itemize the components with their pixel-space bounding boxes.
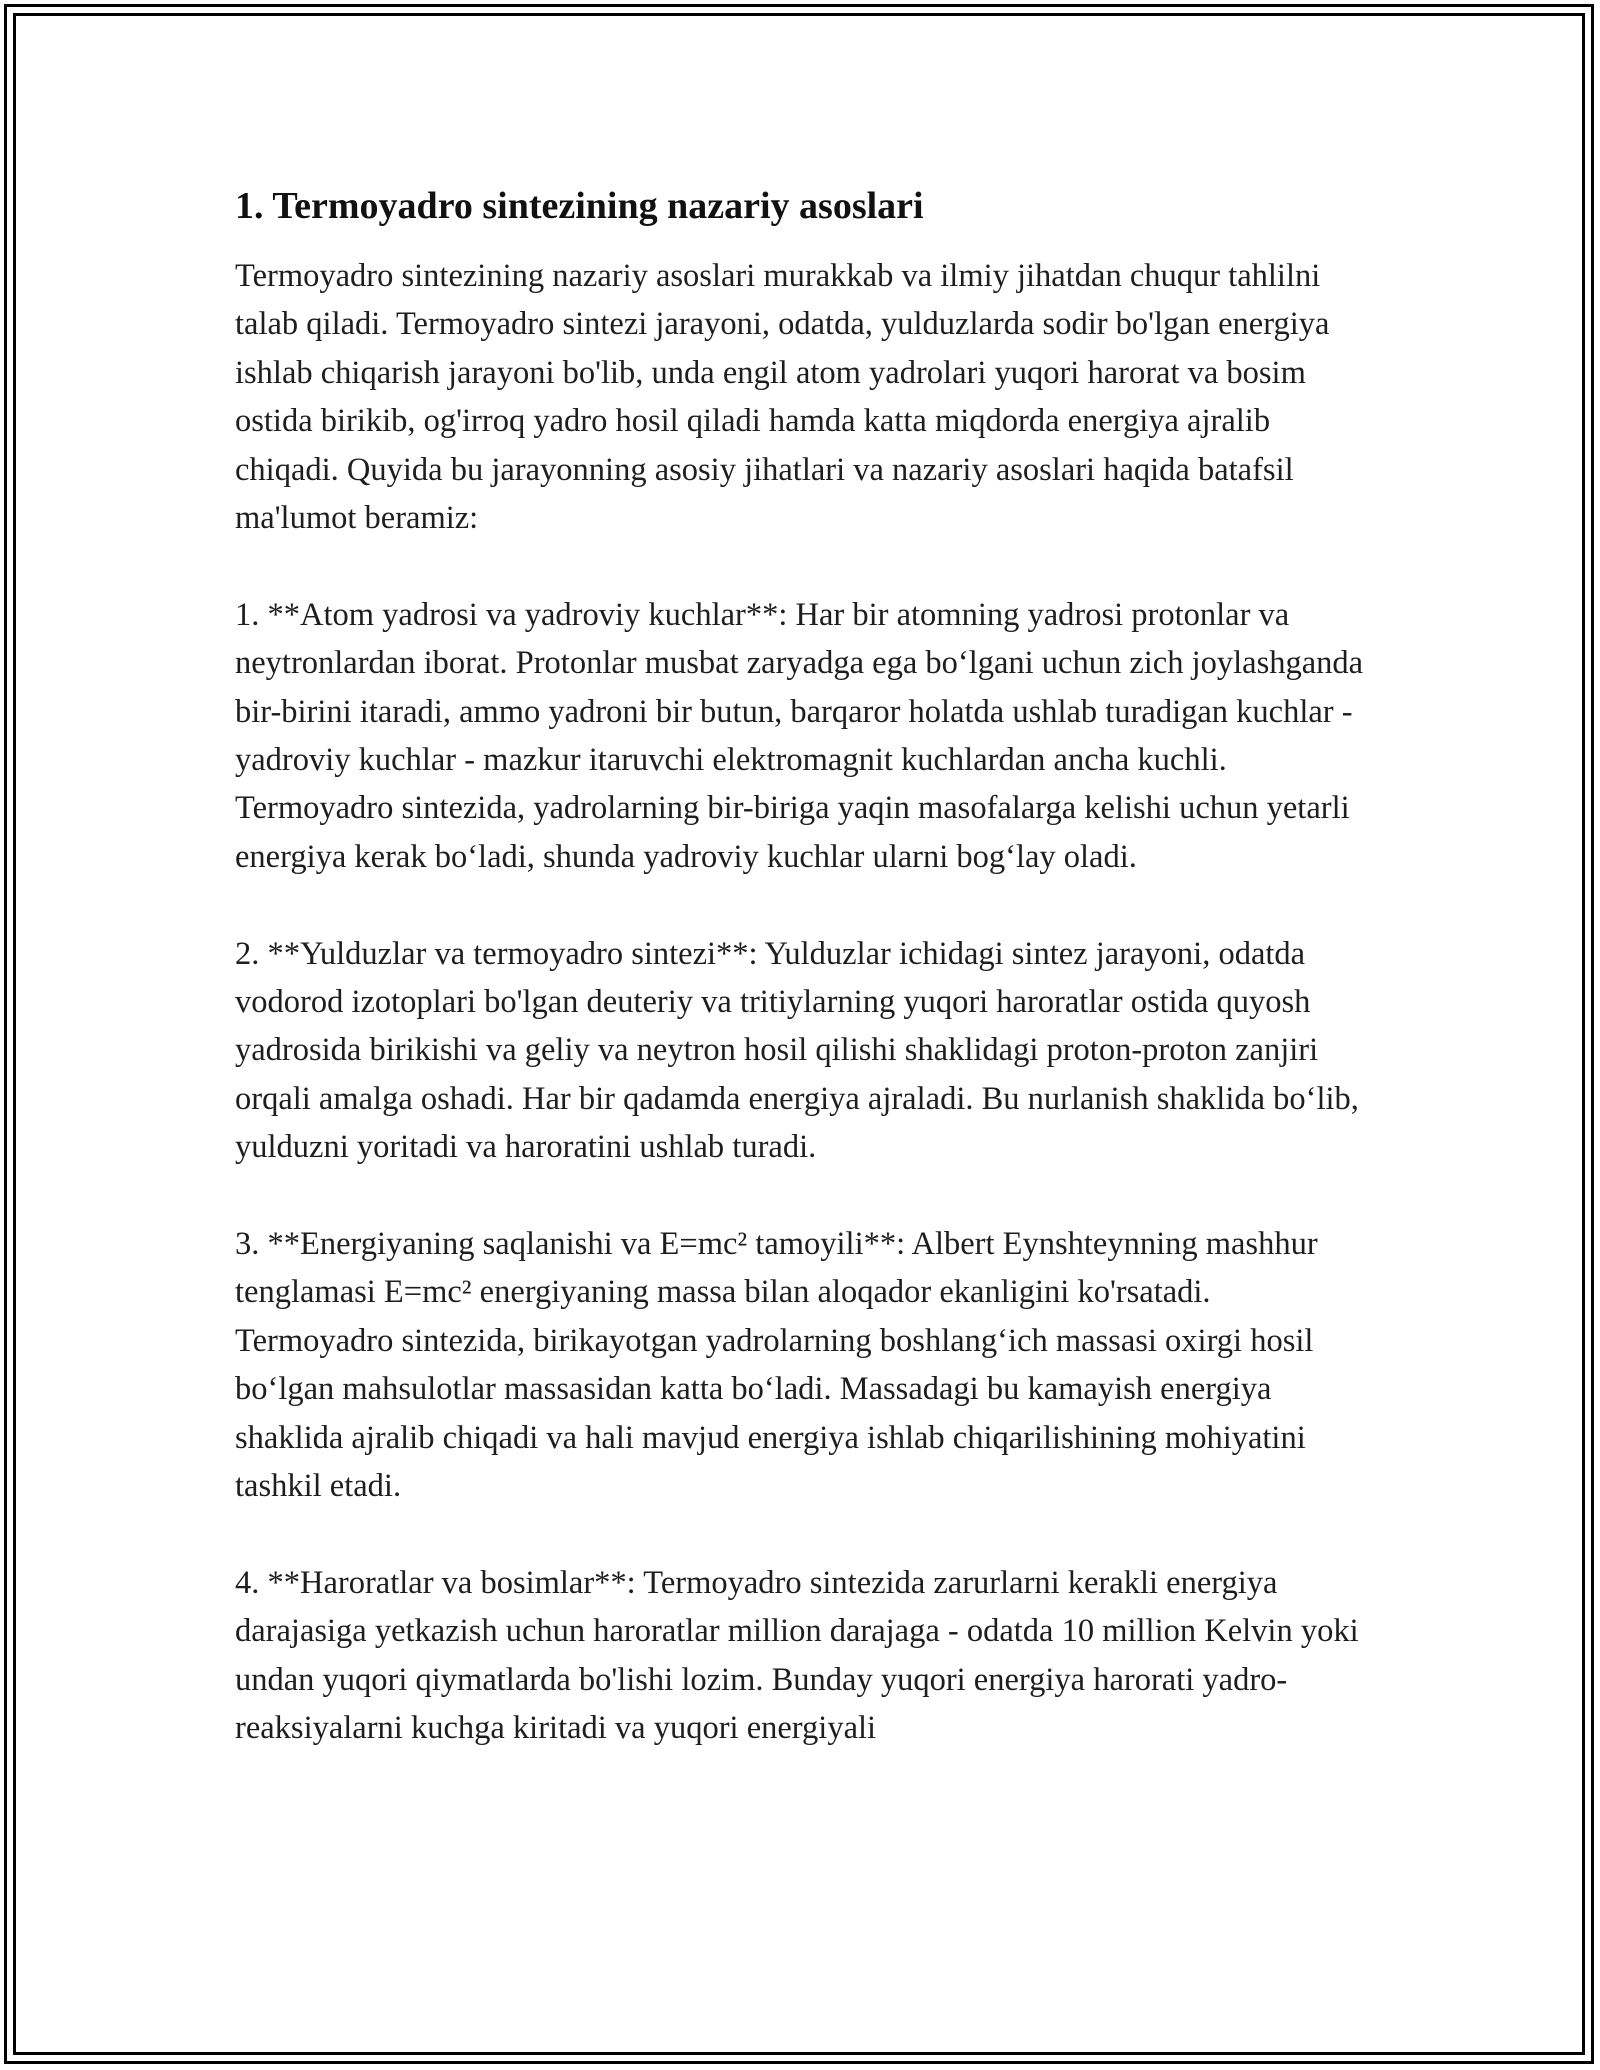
paragraph-temperatures-pressures: 4. **Haroratlar va bosimlar**: Termoyadro sintezida zarurlarni kerakli energiya darajasiga yetkazish uchun haroratlar million darajaga - odatda 10 million Kelvin yoki undan yuqori qiymatlarda bo'lishi lozim. Bunday yuqori energiya harorati yadro-reaksiyalarni kuchga kiritadi va yuqori energiyali: [235, 1564, 1359, 1747]
intro-paragraph: Termoyadro sintezining nazariy asoslari murakkab va ilmiy jihatdan chuqur tahlilni talab qiladi. Termoyadro sintezi jarayoni, odatda, yulduzlarda sodir bo'lgan energiya ishlab chiqarish jarayoni bo'lib, unda engil atom yadrolari yuqori harorat va bosim ostida birikib, og'irroq yadro hosil qiladi hamda katta miqdorda energiya ajralib chiqadi. Quyida bu jarayonning asosiy jihatlari va nazariy asoslari haqida batafsil ma'lumot beramiz:: [235, 258, 1330, 537]
paragraph-energy-conservation: 3. **Energiyaning saqlanishi va E=mc² tamoyili**: Albert Eynshteynning mashhur tenglamasi E=mc² energiyaning massa bilan aloqador ekanligini ko'rsatadi. Termoyadro sintezida, birikayotgan yadrolarning boshlang‘ich massasi oxirgi hosil bo‘lgan mahsulotlar massasidan katta bo‘ladi. Massadagi bu kamayish energiya shaklida ajralib chiqadi va hali mavjud energiya ishlab chiqarilishining mohiyatini tashkil etadi.: [235, 1226, 1318, 1505]
section-heading: 1. Termoyadro sintezining nazariy asoslari: [235, 185, 924, 227]
paragraph-atom-nucleus: 1. **Atom yadrosi va yadroviy kuchlar**: Har bir atomning yadrosi protonlar va neytronlardan iborat. Protonlar musbat zaryadga ega bo‘lgani uchun zich joylashganda bir-birini itaradi, ammo yadroni bir butun, barqaror holatda ushlab turadigan kuchlar - yadroviy kuchlar - mazkur itaruvchi elektromagnit kuchlardan ancha kuchli. Termoyadro sintezida, yadrolarning bir-biriga yaqin masofalarga kelishi uchun yetarli energiya kerak bo‘ladi, shunda yadroviy kuchlar ularni bog‘lay oladi.: [235, 596, 1364, 875]
document-body: [235, 182, 1365, 1753]
paragraph-stars-fusion: 2. **Yulduzlar va termoyadro sintezi**: Yulduzlar ichidagi sintez jarayoni, odatda vodorod izotoplari bo'lgan deuteriy va tritiylarning yuqori haroratlar ostida quyosh yadrosida birikishi va geliy va neytron hosil qilishi shaklidagi proton-proton zanjiri orqali amalga oshadi. Har bir qadamda energiya ajraladi. Bu nurlanish shaklida bo‘lib, yulduzni yoritadi va haroratini ushlab turadi.: [235, 935, 1359, 1166]
